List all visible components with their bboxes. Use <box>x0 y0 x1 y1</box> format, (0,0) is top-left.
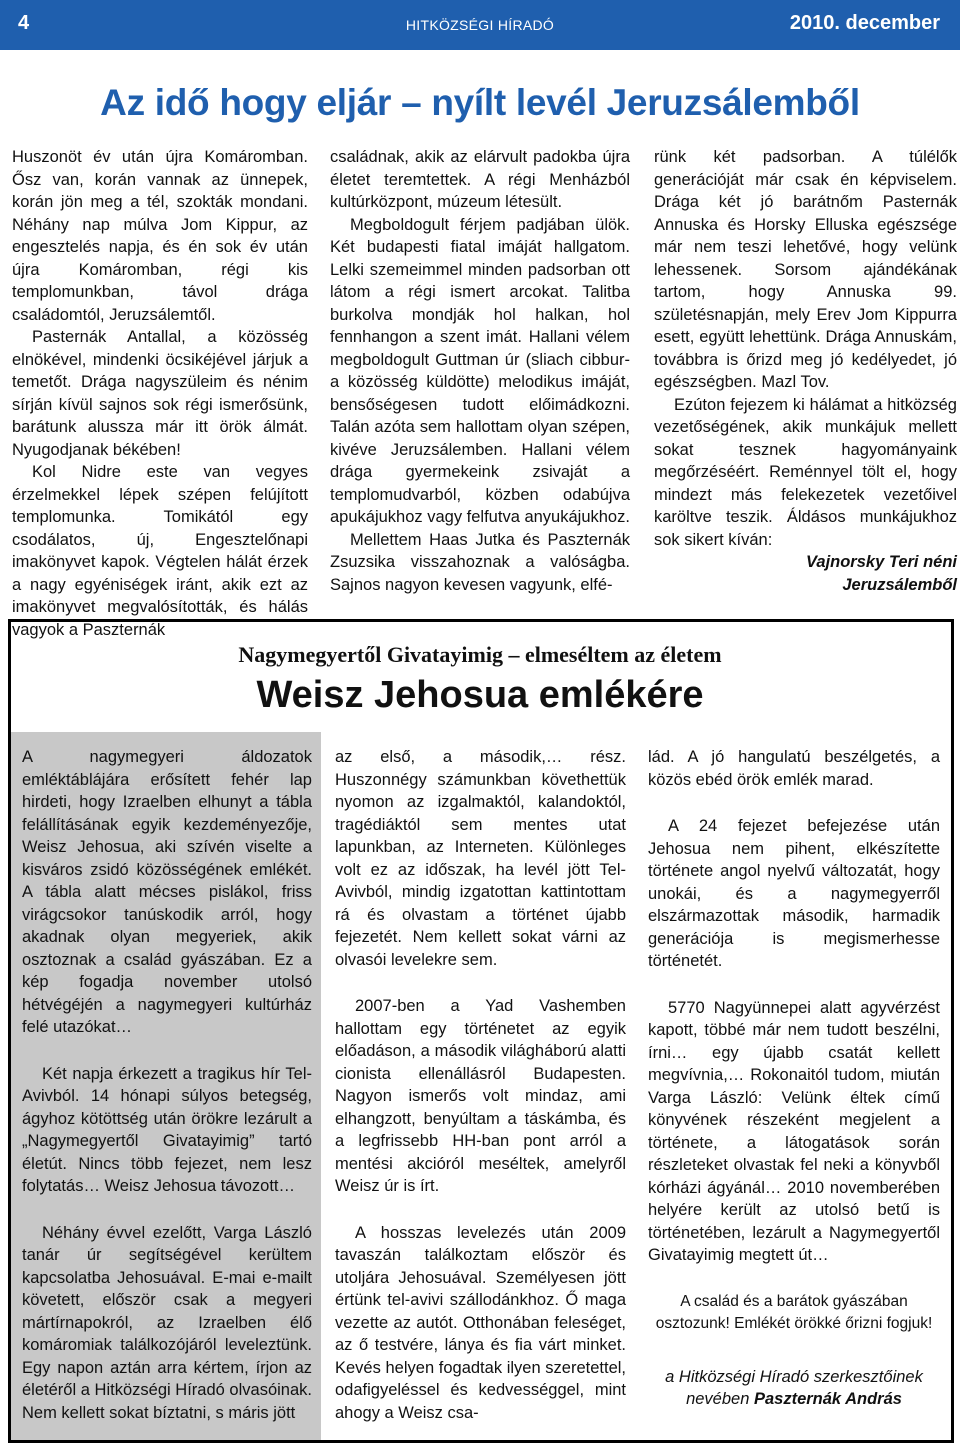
paragraph: Huszonöt év után újra Komáromban. Ősz van, korán vannak az ünnepek, korán jön meg a tél, szokták mondani. Néhány nap múlva Jom Kippur, az engesztelés napja, és én sok év után újra Komáromban, régi kis templomunkban, távol drága családomtól, Jeruzsálemtől. <box>12 148 308 324</box>
article-headline: Az idő hogy eljár – nyílt levél Jeruzsálemből <box>100 82 860 123</box>
paragraph: lád. A jó hangulatú beszélgetés, a közös ebéd örök emlék marad. <box>648 748 940 789</box>
editorial-signature <box>648 1366 940 1411</box>
memorial-subtitle: Nagymegyertől Givatayimig – elmeséltem az életem <box>238 642 722 667</box>
paragraph: 2007-ben a Yad Vashemben hallottam egy történetet az egyik előadáson, a második világháború alatti cionista ellenállásról Budapesten. Nagyon ismerős volt mindaz, ami elhangzott, benyúltam a táskámba, és a legfrissebb HH-ban pont arról a mentési akcióról meséltek, amelyről Weisz úr is írt. <box>335 997 626 1195</box>
publication-name: HITKÖZSÉGI HÍRADÓ <box>405 17 555 33</box>
paragraph: Néhány évvel ezelőtt, Varga László tanár úr segítségével kerültem kapcsolatba Jehosuával. E-mai e-mailt követett, először csak a megyeri mártírnapokról, az Izraelben élő komáromiak találkozójáról leveleztünk. Egy napon aztán arra kértem, írjon az életéről a Hitközségi Híradó olvasóinak. Nem kellett sokat bíztatni, s máris jött <box>22 1223 312 1422</box>
paragraph: az első, a második,… rész. Huszonnégy számunkban követhettük nyomon az izgalmaktól, kalandoktól, tragédiáktól sem mentes utat lapunkban, az Interneten. Különleges volt ez az időszak, ha levél jött Tel-Avivból, mindig izgatottan kattintottam rá és olvastam a történet újabb fejezetét. Nem kellett sokat várni az olvasói levelekre sem. <box>335 748 626 969</box>
memorial-title: Weisz Jehosua emlékére <box>256 674 704 716</box>
article2-column-2 <box>335 746 626 1424</box>
paragraph: Ezúton fejezem ki hálámat a hitközség vezetőségének, akik munkájuk mellett sokat tesznek hagyományaink megőrzéséért. Reménnyel tölt el, hogy mindezt más felekezetek vezetőivel karöltve teszik. Áldásos munkájukhoz sok sikert kíván: <box>654 395 957 549</box>
paragraph: 5770 Nagyünnepei alatt agyvérzést kapott, többé már nem tudott beszélni, írni… egy újabb csatát kellett megvívnia,… Rokonaitól tudom, miután Varga László: Velünk éltek című könyvének részeként megjelent a története, a látogatások során részleteket olvastak fel neki a könyvből kórházi ágyánál… 2010 novemberében helyére került az utolsó betű is történetében, lezárult a Nagymegyertől Givatayimig megtett út… <box>648 998 940 1264</box>
issue-date: 2010. december <box>789 12 940 34</box>
signature-name: Paszternák András <box>753 1390 902 1408</box>
paragraph: A hosszas levelezés után 2009 tavaszán találkoztam először és utoljára Jehosuával. Személyesen jött értünk tel-avivi szállodánkhoz. Ő maga vezette az autót. Otthonában feleséget, az ő testvére, lánya és fia várt minket. Kevés helyen fogadtak ilyen szeretettel, odafigyeléssel és kedvességgel, mint ahogy a Weisz csa- <box>335 1223 626 1422</box>
paragraph: rünk két padsorban. A túlélők generációját már csak én képviselem. Drága két jó barátnőm Pasternák Annuska és Horsky Elluska egészsége már nem teszi lehetővé, hogy velünk lehessenek. Sorsom ajándékának tartom, hogy Annuska 99. születésnapján, mely Erev Jom Kippurra esett, együtt lehettünk. Drága Annuskám, továbbra is őrizd meg jó kedélyedet, jó egészségben. Mazl Tov. <box>654 148 957 391</box>
page-number: 4 <box>18 12 30 34</box>
signature-prefix: a Hitközségi Híradó szerkesztőinek nevében <box>665 1367 923 1408</box>
paragraph: A nagymegyeri áldozatok emléktáblájára erősített fehér lap hirdeti, hogy Izraelben elhunyt a tábla felállításának egyik kezdeményezője, Weisz Jehosua, aki szívén viselte a kisváros zsidó közösségének emlékét. A tábla alatt mécses pislákol, friss virágcsokor tanúskodik arról, hogy akadnak olyan megyeriek, akik osztoznak a család gyászában. Ez a kép fogadja november utolsó hétvégéjén a nagymegyeri kultúrház felé utazókat… <box>22 748 312 1036</box>
article1-column-3 <box>654 146 957 596</box>
closing-note: A család és a barátok gyászában osztozunk! Emlékét örökké őrizni fogjuk! <box>655 1292 933 1332</box>
paragraph: családnak, akik az elárvult padokba újra életet teremtettek. A régi Menházból kultúrközpont, múzeum létesült. <box>330 148 630 211</box>
article2-column-3 <box>648 746 940 1411</box>
article1-column-2 <box>330 146 630 596</box>
paragraph: Megboldogult férjem padjában ülök. Két budapesti fiatal imáját hallgatom. Lelki szemeimmel minden padsorban ott látom a régi ismert arcokat. Talitba burkolva mondják hol halkan, hol fennhangon a szent imát. Hallani vélem megboldogult Guttman úr (sliach cibbur-a közösség küldötte) melodikus imáját, bensőségesen tudott előimádkozni. Talán azóta sem hallottam olyan szépen, kivéve Jeruzsálemben. Hallani vélem drága gyermekeink zsivaját a templomudvarból, közben odabújva apukájukhoz vagy felfutva anyukájukhoz. <box>330 215 630 526</box>
paragraph: Pasternák Antallal, a közösség elnökével, mindenki öcsikéjével járjuk a temetőt. Drága nagyszüleim és nénim sírján kívül sajnos sok régi ismerősünk, barátunk alussza már itt örök álmát. Nyugodjanak békében! <box>12 328 308 459</box>
paragraph: Két napja érkezett a tragikus hír Tel-Avivból. 14 hónapi súlyos betegség, ágyhoz kötöttség után örökre lezárult a „Nagymegyertől Givatayimig” tartó életút. Nincs több fejezet, nem lesz folytatás… Weisz Jehosua távozott… <box>22 1064 312 1195</box>
article1-column-1 <box>12 146 308 641</box>
signature-place: Jeruzsálemből <box>842 575 957 594</box>
paragraph: Mellettem Haas Jutka és Paszternák Zsuzsika visszahoznak a valóságba. Sajnos nagyon kevesen vagyunk, elfé- <box>330 530 630 594</box>
paragraph: Kol Nidre este van vegyes érzelmekkel lépek szépen felújított templomunka. Tomikától egy csodálatos, új, Engesztelőnapi imakönyvet kapok. Végtelen hálát érzek a nagy egyéniségek iránt, akik ezt az imakönyvet megvalósították, és hálás vagyok a Paszternák <box>12 463 308 639</box>
signature-name: Vajnorsky Teri néni <box>806 553 957 571</box>
page-header <box>0 0 960 50</box>
article2-column-1 <box>22 746 312 1424</box>
paragraph: A 24 fejezet befejezése után Jehosua nem pihent, elkészítette története angol nyelvű változatát, hogy unokái, és a nagymegyerről elszármazottak második, harmadik generációja is megismerhesse történetét. <box>648 817 940 970</box>
